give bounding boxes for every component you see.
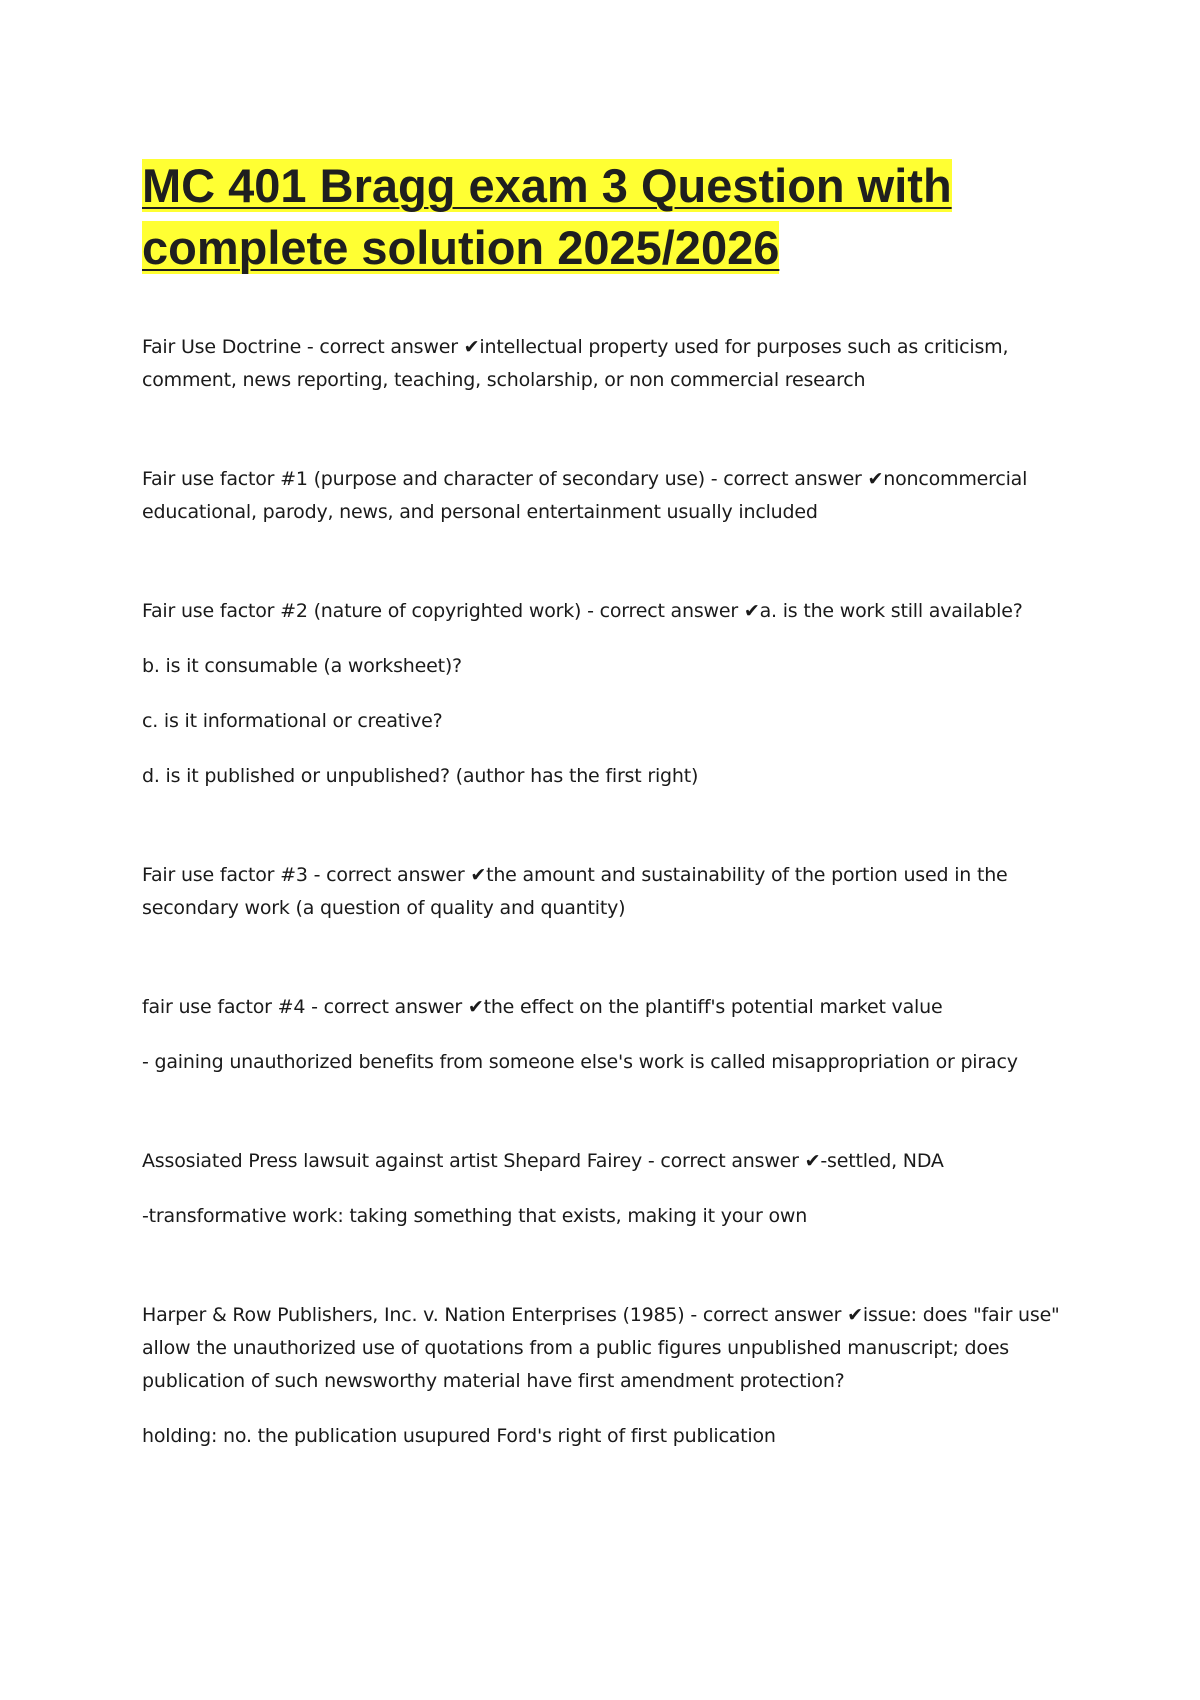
qa-term: fair use factor #4 xyxy=(142,996,306,1018)
qa-answer-marker: correct answer xyxy=(702,1304,842,1326)
qa-term: Fair Use Doctrine xyxy=(142,336,302,358)
qa-answer-marker: correct answer xyxy=(326,864,465,886)
qa-answer-marker: correct answer xyxy=(599,600,738,622)
qa-term: Fair use factor #2 (nature of copyrighted work) xyxy=(142,600,582,622)
qa-answer-marker: correct answer xyxy=(319,336,458,358)
qa-answer-continuation: b. is it consumable (a worksheet)? xyxy=(142,655,462,677)
checkmark-icon: ✔ xyxy=(743,600,760,622)
qa-question-line: Fair use factor #2 (nature of copyrighted work) - correct answer ✔a. is the work still available? xyxy=(142,600,1023,622)
qa-question-line: Fair use factor #3 - correct answer ✔the amount and sustainability of the portion used in the secondary work (a question of quality and quantity) xyxy=(142,864,1008,919)
qa-question-line: Harper & Row Publishers, Inc. v. Nation Enterprises (1985) - correct answer ✔issue: does "fair use" allow the unauthorized use of quotations from a public figures unpublished manuscript; does publication of such newsworthy material have first amendment protection? xyxy=(142,1304,1060,1392)
qa-question-line: fair use factor #4 - correct answer ✔the effect on the plantiff's potential market value xyxy=(142,996,943,1018)
qa-term: Assosiated Press lawsuit against artist Shepard Fairey xyxy=(142,1150,643,1172)
qa-entry xyxy=(142,859,1072,925)
qa-answer: issue: does "fair use" allow the unauthorized use of quotations from a public figures unpublished manuscript; does publication of such newsworthy material have first amendment protection? xyxy=(142,1304,1060,1392)
qa-answer-continuation: c. is it informational or creative? xyxy=(142,710,443,732)
qa-answer: -settled, NDA xyxy=(820,1150,944,1172)
qa-entry xyxy=(142,331,1072,397)
qa-answer-marker: correct answer xyxy=(323,996,462,1018)
checkmark-icon: ✔ xyxy=(467,996,484,1018)
qa-answer: the amount and sustainability of the portion used in the secondary work (a question of quality and quantity) xyxy=(142,864,1008,919)
qa-answer: intellectual property used for purposes such as criticism, comment, news reporting, teaching, scholarship, or non commercial research xyxy=(142,336,1009,391)
qa-term: Fair use factor #3 xyxy=(142,864,308,886)
qa-term: Fair use factor #1 (purpose and character of secondary use) xyxy=(142,468,705,490)
qa-answer-continuation: d. is it published or unpublished? (author has the first right) xyxy=(142,765,699,787)
checkmark-icon: ✔ xyxy=(847,1304,863,1326)
qa-entry xyxy=(142,1299,1072,1453)
qa-answer-continuation: -transformative work: taking something that exists, making it your own xyxy=(142,1205,808,1227)
qa-entry xyxy=(142,595,1072,793)
qa-answer: a. is the work still available? xyxy=(759,600,1023,622)
qa-answer-continuation: - gaining unauthorized benefits from someone else's work is called misappropriation or piracy xyxy=(142,1051,1018,1073)
qa-answer-marker: correct answer xyxy=(660,1150,799,1172)
qa-question-line: Assosiated Press lawsuit against artist Shepard Fairey - correct answer ✔-settled, NDA xyxy=(142,1150,944,1172)
qa-question-line: Fair Use Doctrine - correct answer ✔intellectual property used for purposes such as criticism, comment, news reporting, teaching, scholarship, or non commercial research xyxy=(142,336,1009,391)
qa-answer-marker: correct answer xyxy=(723,468,862,490)
checkmark-icon: ✔ xyxy=(470,864,487,886)
qa-answer: noncommercial educational, parody, news, and personal entertainment usually included xyxy=(142,468,1028,523)
qa-term: Harper & Row Publishers, Inc. v. Nation Enterprises (1985) xyxy=(142,1304,685,1326)
qa-question-line: Fair use factor #1 (purpose and character of secondary use) - correct answer ✔noncommercial educational, parody, news, and personal entertainment usually included xyxy=(142,468,1028,523)
checkmark-icon: ✔ xyxy=(463,336,480,358)
document-page xyxy=(142,155,1072,1519)
qa-answer: the effect on the plantiff's potential market value xyxy=(483,996,943,1018)
qa-entry xyxy=(142,1145,1072,1233)
checkmark-icon: ✔ xyxy=(804,1150,821,1172)
qa-answer-continuation: holding: no. the publication usupured Ford's right of first publication xyxy=(142,1425,776,1447)
document-title-text: MC 401 Bragg exam 3 Question with complete solution 2025/2026 xyxy=(142,159,952,274)
document-title xyxy=(142,155,1072,279)
qa-entry xyxy=(142,463,1072,529)
qa-list xyxy=(142,331,1072,1453)
checkmark-icon: ✔ xyxy=(867,468,884,490)
qa-entry xyxy=(142,991,1072,1079)
